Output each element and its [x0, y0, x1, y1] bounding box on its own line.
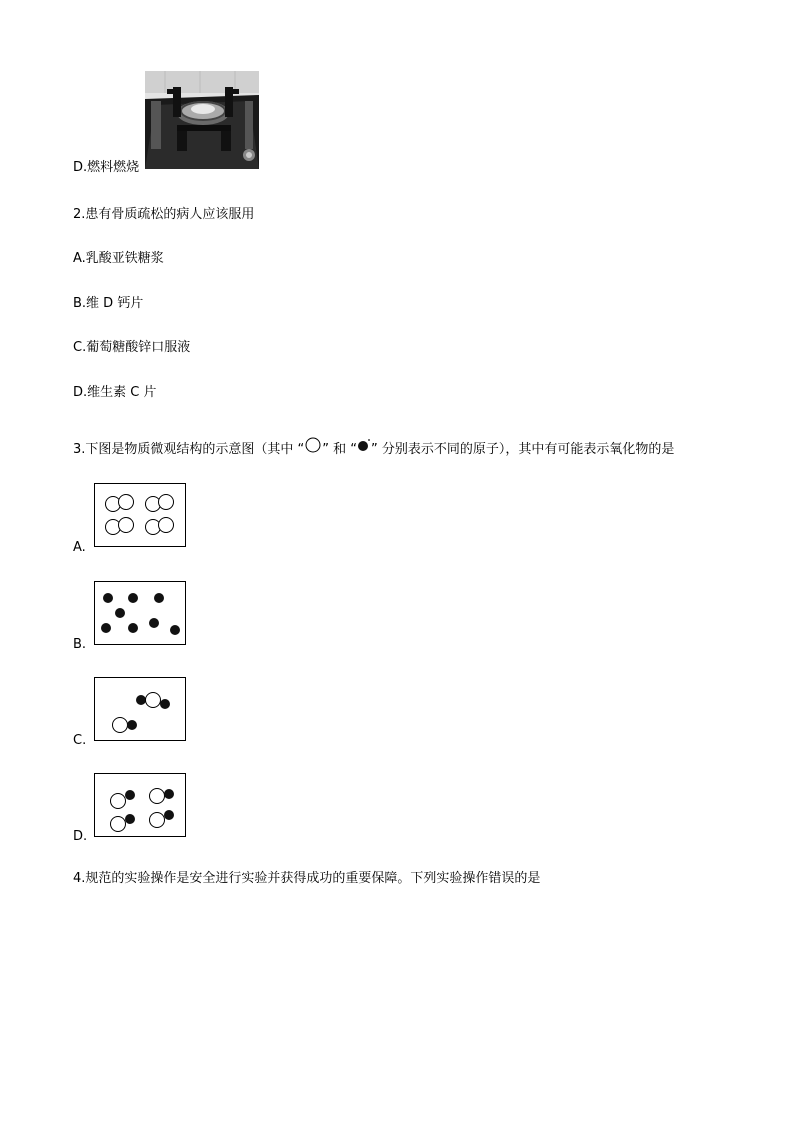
- q3-stem-and: ” 和 “: [322, 442, 358, 457]
- q2-option-a: A.乳酸亚铁糖浆: [73, 251, 164, 266]
- white-atom-icon: [304, 437, 322, 455]
- q2-option-d: D.维生素 C 片: [73, 385, 157, 400]
- q2-stem: 2.患有骨质疏松的病人应该服用: [73, 207, 255, 222]
- q4-stem: 4.规范的实验操作是安全进行实验并获得成功的重要保障。下列实验操作错误的是: [73, 871, 541, 886]
- q1-option-d-label: D.燃料燃烧: [73, 160, 140, 175]
- q3-diagram-a: [94, 483, 186, 547]
- black-atom-icon: [357, 438, 371, 454]
- q3-option-d: D.: [73, 829, 88, 844]
- q3-stem-after: ” 分别表示不同的原子），其中有可能表示氧化物的是: [371, 442, 675, 457]
- q3-stem-before: 3.下图是物质微观结构的示意图（其中 “: [73, 442, 305, 457]
- q3-option-b: B.: [73, 637, 87, 652]
- q3-option-a: A.: [73, 540, 86, 555]
- q3-diagram-d: [94, 773, 186, 837]
- q2-option-b: B.维 D 钙片: [73, 296, 144, 311]
- q2-option-c: C.葡萄糖酸锌口服液: [73, 340, 191, 355]
- q3-option-c: C.: [73, 733, 87, 748]
- q3-diagram-c: [94, 677, 186, 741]
- gas-stove-burner-photo: [145, 71, 259, 169]
- q3-diagram-b: [94, 581, 186, 645]
- q3-stem: [73, 437, 674, 458]
